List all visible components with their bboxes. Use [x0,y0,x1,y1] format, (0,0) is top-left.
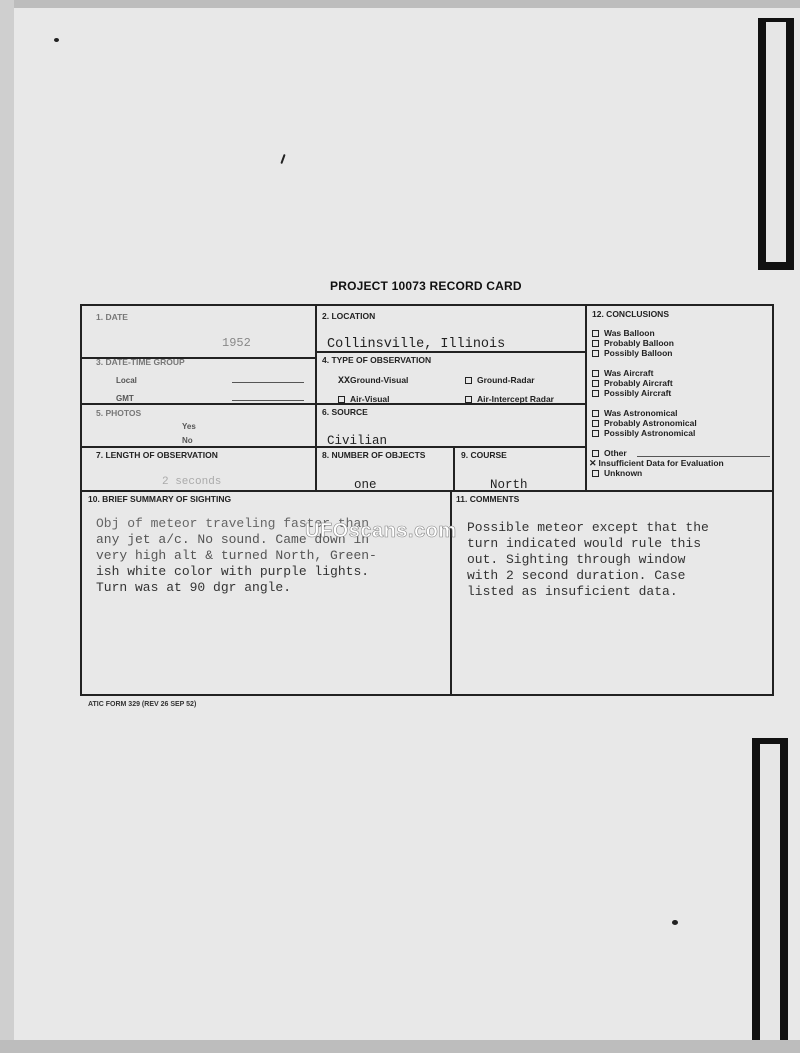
photos-no: No [182,436,193,445]
source-value: Civilian [327,434,388,448]
course-value: North [490,478,528,492]
checked-mark: XX [338,376,351,387]
checkbox-icon [592,410,599,417]
checkbox-icon [592,370,599,377]
checkbox-icon [592,470,599,477]
length-of-observation-value: 2 seconds [162,476,222,488]
checkbox-icon [592,430,599,437]
comment-line: listed as insuficient data. [467,584,678,599]
checkbox-icon [592,420,599,427]
probably-balloon-option[interactable]: Probably Balloon [592,338,674,348]
probably-astronomical-option[interactable]: Probably Astronomical [592,418,697,428]
summary-line: Obj of meteor traveling faster than [96,516,370,531]
was-astronomical-option[interactable]: Was Astronomical [592,408,678,418]
checkbox-icon [465,396,472,403]
air-visual-option[interactable]: Air-Visual [338,394,390,404]
type-of-observation-label: 4. TYPE OF OBSERVATION [322,355,432,365]
ground-radar-option[interactable]: Ground-Radar [465,375,535,385]
number-of-objects-value: one [354,478,377,492]
record-card [80,304,774,696]
checkbox-icon [338,396,345,403]
date-label: 1. DATE [96,312,128,322]
checked-mark: ✕ [589,458,597,468]
date-value: 1952 [222,336,251,350]
comment-line: out. Sighting through window [467,552,686,567]
summary-line: any jet a/c. No sound. Came down in [96,532,370,547]
was-aircraft-option[interactable]: Was Aircraft [592,368,653,378]
comment-line: Possible meteor except that the [467,520,709,535]
watermark: UFOscans.com [305,520,457,542]
ground-visual-option[interactable]: XXGround-Visual [338,375,409,387]
possibly-aircraft-option[interactable]: Possibly Aircraft [592,388,671,398]
summary-line: ish white color with purple lights. [96,564,370,579]
checkbox-icon [592,450,599,457]
summary-line: very high alt & turned North, Green- [96,548,377,563]
probably-aircraft-option[interactable]: Probably Aircraft [592,378,673,388]
checkbox-icon [465,377,472,384]
local-label: Local [116,376,137,385]
course-label: 9. COURSE [461,450,507,460]
length-of-observation-label: 7. LENGTH OF OBSERVATION [96,450,218,460]
photos-label: 5. PHOTOS [96,408,142,418]
source-label: 6. SOURCE [322,407,368,417]
location-value: Collinsville, Illinois [327,337,506,352]
conclusions-label: 12. CONCLUSIONS [592,309,669,319]
checkbox-icon [592,340,599,347]
checkbox-icon [592,380,599,387]
location-label: 2. LOCATION [322,311,376,321]
was-balloon-option[interactable]: Was Balloon [592,328,655,338]
other-option[interactable]: Other [592,448,627,458]
possibly-astronomical-option[interactable]: Possibly Astronomical [592,428,695,438]
film-left-edge [0,0,14,1053]
possibly-balloon-option[interactable]: Possibly Balloon [592,348,673,358]
date-time-group-label: 3. DATE-TIME GROUP [96,357,185,367]
insufficient-data-option[interactable]: ✕ Insufficient Data for Evaluation [589,458,724,468]
comments-label: 11. COMMENTS [456,494,520,504]
film-bottom-edge [0,1040,800,1053]
unknown-option[interactable]: Unknown [592,468,642,478]
summary-line: Turn was at 90 dgr angle. [96,580,292,595]
comment-line: with 2 second duration. Case [467,568,686,583]
air-intercept-radar-option[interactable]: Air-Intercept Radar [465,394,554,404]
number-of-objects-label: 8. NUMBER OF OBJECTS [322,450,426,460]
card-title: PROJECT 10073 RECORD CARD [330,279,522,293]
comment-line: turn indicated would rule this [467,536,702,551]
form-id: ATIC FORM 329 (REV 26 SEP 52) [88,701,197,708]
photos-yes: Yes [182,422,196,431]
checkbox-icon [592,350,599,357]
checkbox-icon [592,330,599,337]
checkbox-icon [592,390,599,397]
brief-summary-label: 10. BRIEF SUMMARY OF SIGHTING [88,494,232,504]
gmt-label: GMT [116,394,134,403]
